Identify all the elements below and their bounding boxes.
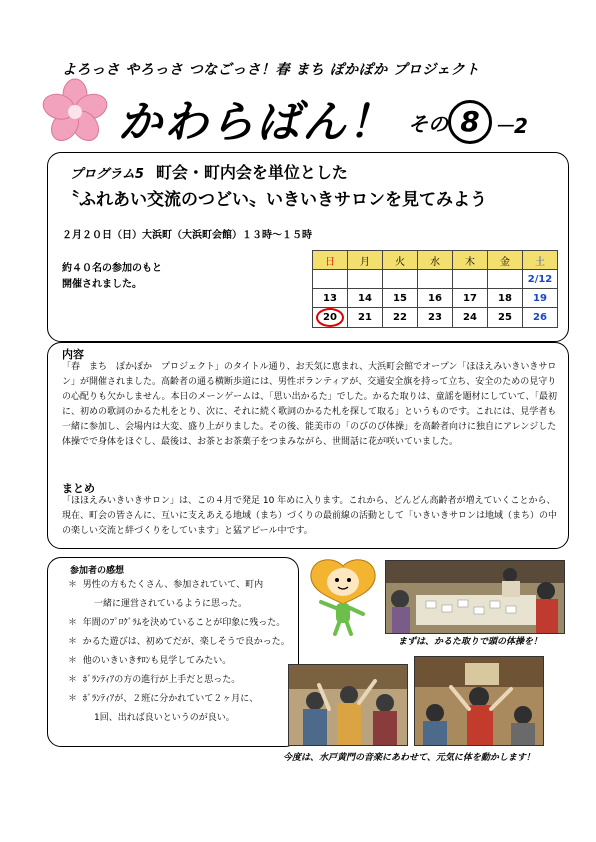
photo1-caption: まずは、かるた取りで頭の体操を！ — [398, 637, 543, 647]
program-line2: 〝ふれあい交流のつどい〟いきいきサロンを見てみよう — [62, 190, 487, 210]
calendar-header: 金 — [488, 251, 523, 270]
calendar-day: 23 — [418, 308, 453, 328]
calendar-day: 24 — [453, 308, 488, 328]
calendar-header-row — [313, 251, 558, 270]
sakura-flower-icon — [40, 78, 110, 144]
mascot-illustration — [303, 556, 383, 638]
calendar-day: 15 — [383, 289, 418, 308]
calendar-day — [348, 270, 383, 289]
summary-title: まとめ — [62, 482, 95, 495]
calendar-day — [418, 270, 453, 289]
program-heading — [70, 160, 348, 183]
calendar-day: 18 — [488, 289, 523, 308]
content-body: 「春 まち ぽかぽか プロジェクト」のタイトル通り、お天気に恵まれ、大浜町会館でオープン「ほほえみいきいきサロン」が開催されました。高齢者の通る横断歩道には、男性ボランティアが、交通安全旗を持って立ち、安全のための見守りの心配りも欠かしません。本日のメーンゲームは、「思い出かるた」でした。かるた取りは、童謡を題材にしていて、「最初に、初めの歌詞のかるた札をとり、次に、それに続く歌詞のかるた札を探して取る」というものです。これには、見学者も一緒に参加し、会場内は大変、盛り上がりました。その後、能美市の「のびのび体操」を高齢者向けに独自にアレンジした体操でで身体をほぐし、最後は、お茶とお茶菓子をつまみながら、世間話に花が咲いていました。 — [62, 362, 558, 447]
list-item: ＊ ﾎﾞﾗﾝﾃｨｱの方の進行が上手だと思った。 — [68, 675, 241, 685]
calendar-week — [313, 270, 558, 289]
calendar-header: 水 — [418, 251, 453, 270]
program-line1: 町会・町内会を単位とした — [155, 163, 348, 182]
list-item: ＊ 他のいきいきｻﾛﾝも見学してみたい。 — [68, 656, 232, 666]
calendar-day: 2/12 — [523, 270, 558, 289]
issue-suffix: －2 — [494, 114, 528, 138]
calendar-header: 木 — [453, 251, 488, 270]
calendar-header: 土 — [523, 251, 558, 270]
calendar-day: 14 — [348, 289, 383, 308]
calendar-day: 25 — [488, 308, 523, 328]
newsletter-title: かわらばん！ — [118, 97, 394, 148]
calendar-header: 火 — [383, 251, 418, 270]
list-item: 一緒に運営されているように思った。 — [94, 599, 248, 609]
calendar-day — [488, 270, 523, 289]
calendar — [312, 250, 558, 328]
photo3-caption: 今度は、水戸黄門の音楽にあわせて、元気に体を動かします！ — [283, 753, 535, 763]
calendar-day — [453, 270, 488, 289]
highlight-circle: 20 — [316, 308, 344, 327]
calendar-header: 日 — [313, 251, 348, 270]
list-item: ＊ 男性の方もたくさん、参加されていて、町内 — [68, 580, 264, 590]
impressions-title: 参加者の感想 — [70, 566, 125, 576]
list-item: ＊ ﾎﾞﾗﾝﾃｨｱが、２班に分かれていて２ヶ月に、 — [68, 694, 259, 704]
list-item: ＊ 年間のﾌﾟﾛｸﾞﾗﾑを決めていることが印象に残った。 — [68, 618, 286, 628]
content-title: 内容 — [62, 348, 84, 361]
calendar-day — [313, 270, 348, 289]
calendar-day: 13 — [313, 289, 348, 308]
list-item: ＊ かるた遊びは、初めてだが、楽しそうで良かった。 — [68, 637, 290, 647]
attendance-line1: 約４０名の参加のもと — [62, 263, 162, 274]
exercise-photo-left — [288, 664, 408, 746]
karuta-game-photo — [385, 560, 565, 634]
issue-prefix: その — [408, 112, 448, 136]
event-date: ２月２０日（日）大浜町（大浜町会館）１３時～１５時 — [62, 230, 312, 241]
attendance-note — [62, 261, 242, 293]
calendar-day: 16 — [418, 289, 453, 308]
calendar-week — [313, 289, 558, 308]
calendar-day: 19 — [523, 289, 558, 308]
summary-body: 「ほほえみいきいきサロン」は、この４月で発足 10 年めに入ります。これから、どんどん高齢者が増えていくことから、現在、町会の皆さんに、互いに支えあえる地域（まち）づくりの最前線の活動として「いきいきサロンは地域（まち）の中の楽しい交流と絆づくりをしています」と猛アピール中です。 — [62, 496, 558, 536]
slogan: よろっさ やろっさ つなごっさ！春 まち ぽかぽか プロジェクト — [62, 62, 480, 78]
attendance-line2: 開催されました。 — [62, 279, 142, 290]
impressions-list — [68, 576, 298, 728]
calendar-day: 17 — [453, 289, 488, 308]
calendar-week — [313, 308, 558, 328]
program-label: プログラム5 — [70, 167, 144, 182]
calendar-header: 月 — [348, 251, 383, 270]
list-item: 1回、出れば良いというのが良い。 — [94, 713, 235, 723]
calendar-day: 21 — [348, 308, 383, 328]
calendar-day: 26 — [523, 308, 558, 328]
calendar-day — [383, 270, 418, 289]
calendar-day: 22 — [383, 308, 418, 328]
calendar-day-highlighted — [313, 308, 348, 328]
exercise-photo-right — [414, 656, 544, 746]
issue-number: 8 — [448, 100, 492, 144]
